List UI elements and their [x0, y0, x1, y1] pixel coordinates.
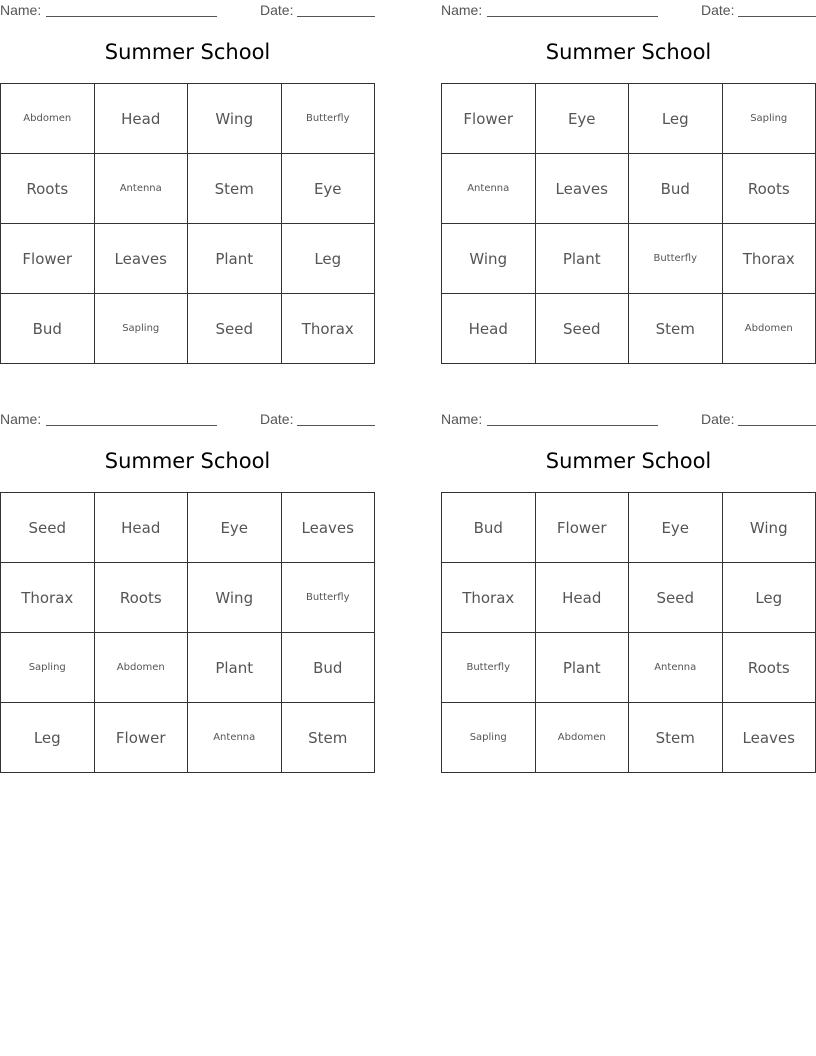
grid-cell: Roots: [1, 154, 95, 224]
grid-cell: Plant: [188, 633, 282, 703]
name-blank: [487, 16, 658, 17]
name-label: Name:: [441, 411, 483, 427]
grid-row: [1, 703, 375, 773]
name-label: Name:: [0, 411, 42, 427]
grid-cell: Sapling: [94, 294, 188, 364]
grid-cell: Leaves: [722, 703, 816, 773]
bingo-card: [0, 0, 375, 338]
grid-cell: Seed: [1, 493, 95, 563]
grid-row: [442, 154, 816, 224]
grid-cell: Leaves: [535, 154, 629, 224]
grid-cell: Head: [442, 294, 536, 364]
name-date-row: [441, 409, 816, 431]
grid-cell: Plant: [188, 224, 282, 294]
grid-cell: Antenna: [442, 154, 536, 224]
grid-cell: Bud: [281, 633, 375, 703]
date-blank: [297, 16, 375, 17]
grid-cell: Plant: [535, 633, 629, 703]
grid-cell: Head: [535, 563, 629, 633]
grid-cell: Flower: [94, 703, 188, 773]
grid-cell: Wing: [188, 563, 282, 633]
grid-cell: Leaves: [281, 493, 375, 563]
grid-cell: Abdomen: [722, 294, 816, 364]
grid-cell: Leg: [722, 563, 816, 633]
grid-cell: Bud: [629, 154, 723, 224]
card-title: Summer School: [104, 40, 271, 64]
grid-cell: Eye: [535, 84, 629, 154]
grid-cell: Flower: [535, 493, 629, 563]
name-label: Name:: [441, 2, 483, 18]
grid-cell: Plant: [535, 224, 629, 294]
grid-cell: Seed: [535, 294, 629, 364]
grid-cell: Roots: [94, 563, 188, 633]
grid-cell: Wing: [722, 493, 816, 563]
grid-row: [442, 563, 816, 633]
bingo-grid: [441, 83, 816, 364]
name-date-row: [441, 0, 816, 22]
grid-cell: Bud: [442, 493, 536, 563]
grid-cell: Leg: [629, 84, 723, 154]
bingo-card: [441, 409, 816, 747]
grid-cell: Bud: [1, 294, 95, 364]
card-title: Summer School: [104, 449, 271, 473]
grid-row: [1, 493, 375, 563]
grid-cell: Stem: [281, 703, 375, 773]
date-label: Date:: [701, 411, 735, 427]
card-title: Summer School: [545, 449, 712, 473]
date-label: Date:: [260, 2, 294, 18]
grid-row: [442, 84, 816, 154]
grid-cell: Leg: [281, 224, 375, 294]
grid-cell: Eye: [629, 493, 723, 563]
bingo-grid: [441, 492, 816, 773]
card-title: Summer School: [545, 40, 712, 64]
date-blank: [738, 425, 816, 426]
grid-cell: Flower: [442, 84, 536, 154]
grid-cell: Antenna: [94, 154, 188, 224]
grid-cell: Roots: [722, 154, 816, 224]
grid-cell: Flower: [1, 224, 95, 294]
grid-row: [442, 703, 816, 773]
date-label: Date:: [260, 411, 294, 427]
grid-row: [442, 224, 816, 294]
grid-cell: Head: [94, 84, 188, 154]
grid-cell: Seed: [629, 563, 723, 633]
bingo-grid: [0, 492, 375, 773]
grid-cell: Head: [94, 493, 188, 563]
grid-row: [1, 563, 375, 633]
grid-cell: Butterfly: [281, 563, 375, 633]
grid-cell: Eye: [281, 154, 375, 224]
grid-cell: Wing: [188, 84, 282, 154]
name-date-row: [0, 409, 375, 431]
grid-cell: Thorax: [722, 224, 816, 294]
date-label: Date:: [701, 2, 735, 18]
grid-cell: Abdomen: [1, 84, 95, 154]
grid-cell: Antenna: [629, 633, 723, 703]
grid-cell: Seed: [188, 294, 282, 364]
grid-cell: Abdomen: [535, 703, 629, 773]
grid-cell: Butterfly: [629, 224, 723, 294]
grid-cell: Stem: [629, 294, 723, 364]
grid-row: [1, 224, 375, 294]
grid-row: [442, 294, 816, 364]
grid-cell: Wing: [442, 224, 536, 294]
grid-row: [1, 84, 375, 154]
name-date-row: [0, 0, 375, 22]
grid-row: [442, 633, 816, 703]
grid-cell: Eye: [188, 493, 282, 563]
grid-cell: Roots: [722, 633, 816, 703]
grid-cell: Thorax: [442, 563, 536, 633]
name-blank: [46, 16, 217, 17]
grid-cell: Antenna: [188, 703, 282, 773]
grid-cell: Sapling: [442, 703, 536, 773]
date-blank: [738, 16, 816, 17]
grid-cell: Sapling: [1, 633, 95, 703]
grid-cell: Stem: [629, 703, 723, 773]
grid-row: [1, 633, 375, 703]
grid-cell: Thorax: [1, 563, 95, 633]
name-blank: [46, 425, 217, 426]
bingo-card: [441, 0, 816, 338]
grid-cell: Leaves: [94, 224, 188, 294]
grid-cell: Stem: [188, 154, 282, 224]
bingo-card: [0, 409, 375, 747]
grid-cell: Leg: [1, 703, 95, 773]
name-blank: [487, 425, 658, 426]
grid-row: [442, 493, 816, 563]
grid-cell: Thorax: [281, 294, 375, 364]
grid-row: [1, 154, 375, 224]
name-label: Name:: [0, 2, 42, 18]
date-blank: [297, 425, 375, 426]
bingo-grid: [0, 83, 375, 364]
grid-cell: Abdomen: [94, 633, 188, 703]
grid-cell: Sapling: [722, 84, 816, 154]
grid-cell: Butterfly: [442, 633, 536, 703]
grid-row: [1, 294, 375, 364]
grid-cell: Butterfly: [281, 84, 375, 154]
